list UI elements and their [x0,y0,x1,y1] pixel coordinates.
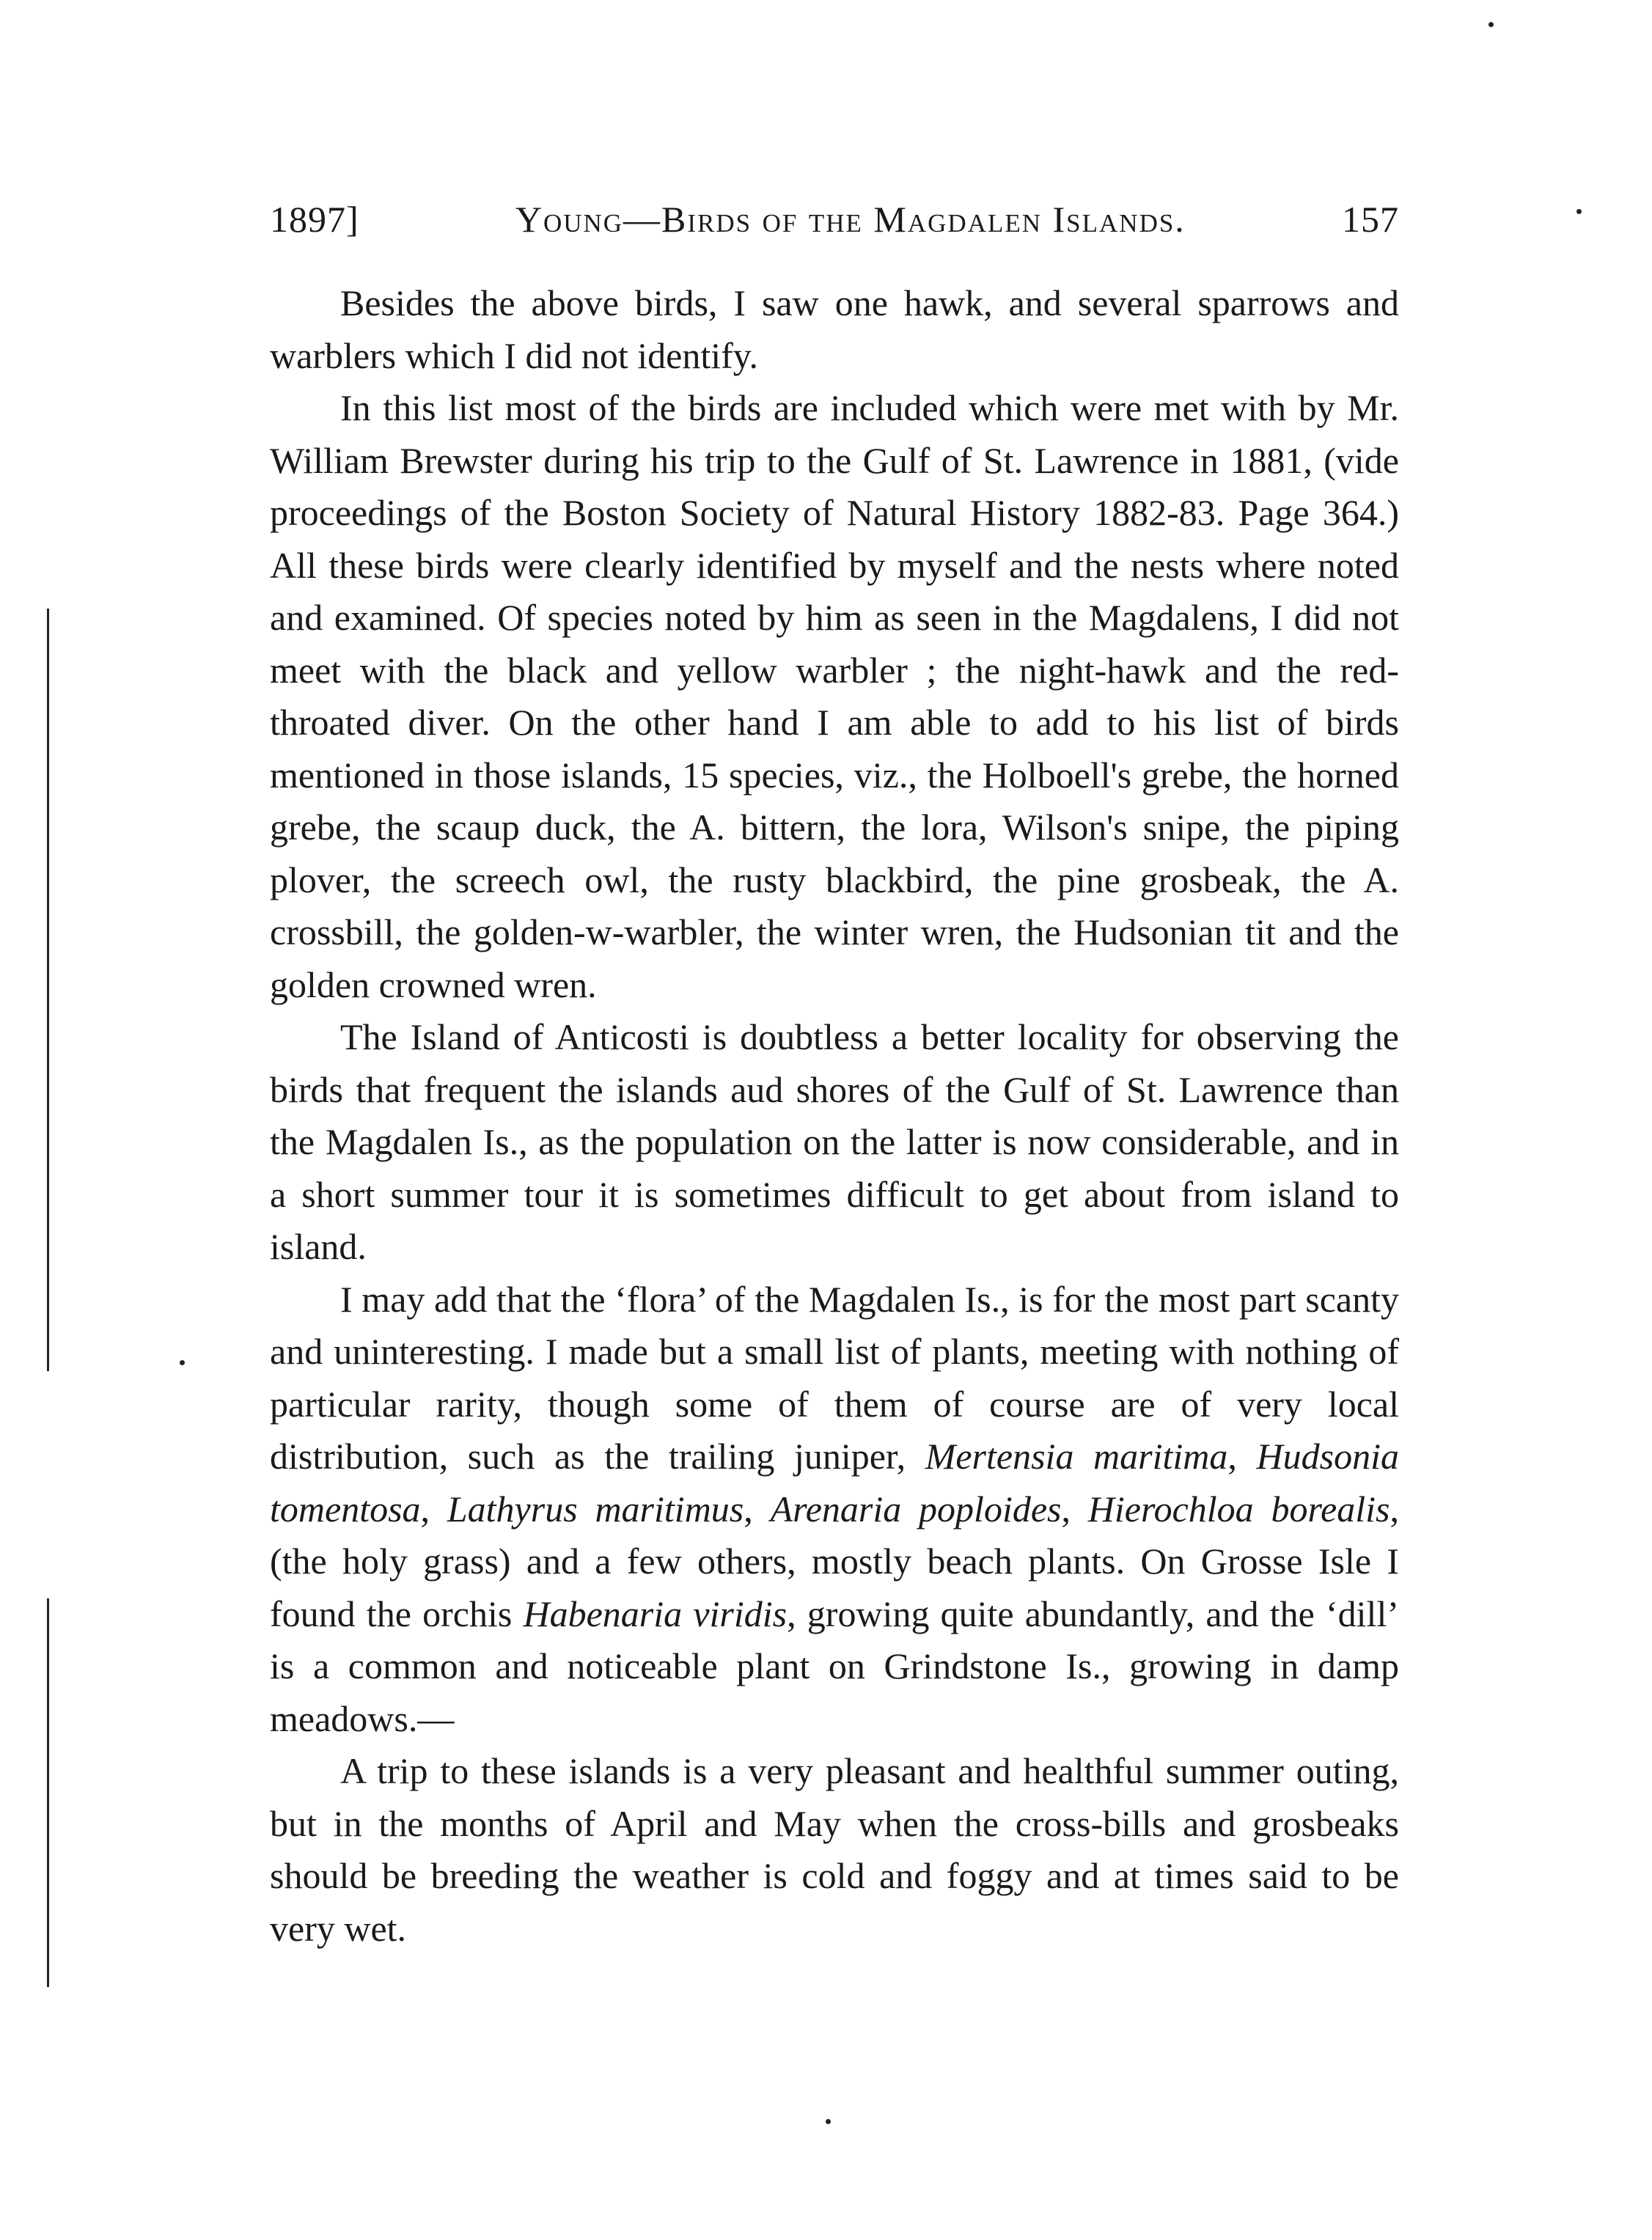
text-run: Besides the above birds, I saw one hawk, and several sparrows and warblers which I did not identify. [270,282,1399,376]
text-run: A trip to these islands is a very pleasant and healthful summer outing, but in the months of April and May when the cross-bills and grosbeaks should be breeding the weather is cold and foggy and at times said to be very wet. [270,1750,1399,1949]
text-run: In this list most of the birds are included which were met with by Mr. William Brewster during his trip to the Gulf of St. Lawrence in 1881, (vide proceedings of the Boston Society of Natural History 1882-83. Page 364.) All these birds were clearly identified by myself and the nests where noted and examined. Of species noted by him as seen in the Magdalens, I did not meet with the black and yellow warbler ; the night-hawk and the red-throated diver. On the other hand I am able to add to his list of birds mentioned in those islands, 15 species, viz., the Holboell's grebe, the horned grebe, the scaup duck, the A. bittern, the lora, Wilson's snipe, the piping plover, the screech owl, the rusty blackbird, the pine grosbeak, the A. crossbill, the golden-w-warbler, the winter wren, the Hudsonian tit and the golden crowned wren. [270,387,1399,1005]
header-year: 1897] [270,199,359,240]
scan-speck [1488,22,1494,27]
text-run: , [1227,1436,1257,1477]
paragraph [270,277,1399,382]
italic-species-name: Habenaria viridis [523,1593,788,1634]
italic-species-name: Hudsonia tomentosa [270,1436,1399,1530]
italic-species-name: Arenaria poploides [770,1488,1062,1530]
italic-species-name: Mertensia maritima [925,1436,1228,1477]
page-number: 157 [1342,199,1399,240]
text-run: , [744,1488,771,1530]
text-run: I may add that the ‘flora’ of the Magdalen Is., is for the most part scanty and uninteresting. I made but a small list of plants, meeting with nothing of particular rarity, though some of them of course are of very local distribution, such as the trailing juniper, [270,1278,1399,1477]
body-text [270,277,1399,1955]
document-page [270,198,1399,1955]
scan-speck [826,2119,831,2124]
text-run: The Island of Anticosti is doubtless a better locality for observing the birds that frequent the islands aud shores of the Gulf of St. Lawrence than the Magdalen Is., as the population on the latter is now considerable, and in a short summer tour it is sometimes difficult to get about from island to island. [270,1016,1399,1267]
margin-line-upper [47,609,49,1371]
paragraph [270,382,1399,1011]
scan-speck [1576,209,1582,214]
margin-line-lower [47,1598,49,1987]
text-run: , [1061,1488,1088,1530]
text-run: , growing quite abundantly, and the ‘dill’ is a common and noticeable plant on Grindstone Is., growing in damp meadows.— [270,1593,1399,1739]
paragraph [270,1274,1399,1746]
header-title: Young—Birds of the Magdalen Islands. [515,199,1186,240]
running-head [270,198,1399,240]
text-run: , (the holy grass) and a few others, mostly beach plants. On Grosse Isle I found the orchis [270,1488,1399,1634]
text-run: , [420,1488,447,1530]
italic-species-name: Hierochloa borealis [1087,1488,1390,1530]
paragraph [270,1745,1399,1955]
scan-speck [180,1360,185,1365]
italic-species-name: Lathyrus maritimus [447,1488,744,1530]
paragraph [270,1011,1399,1274]
